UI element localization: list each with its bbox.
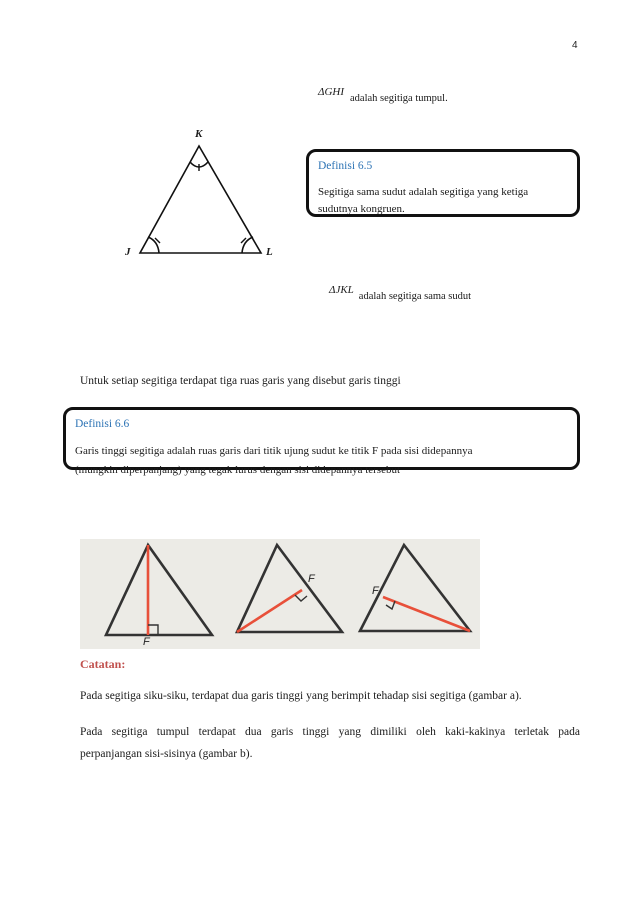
vertex-label-j: J [125,246,131,258]
jkl-symbol: ΔJKL [329,284,354,296]
ghi-symbol: ΔGHI [318,86,345,98]
notes-heading: Catatan: [80,657,126,671]
definition-6-6-box [63,407,580,476]
intro-text: Untuk setiap segitiga terdapat tiga ruas garis yang disebut garis tinggi [80,375,401,387]
definition-6-5-title: Definisi 6.5 [318,160,373,172]
vertex-label-l: L [266,246,273,258]
jkl-text: adalah segitiga sama sudut [358,291,472,302]
foot-label-c: F [372,585,379,597]
notes-paragraph-2-line-1: Pada segitiga tumpul terdapat dua garis tinggi yang dimiliki oleh kaki-kakinya terletak pada [80,726,580,738]
vertex-label-k: K [195,128,203,140]
notes-paragraph-1: Pada segitiga siku-siku, terdapat dua garis tinggi yang berimpit tehadap sisi segitiga (gambar a). [80,690,522,702]
notes-paragraph-2-line-2: perpanjangan sisi-sisinya (gambar b). [80,748,253,760]
definition-6-6-line1: Garis tinggi segitiga adalah ruas garis dari titik ujung sudut ke titik F pada sisi didepannya [75,445,473,457]
triangle-jkl [140,146,261,253]
page-number: 4 [572,40,578,51]
definition-6-6-line2: (mungkin diperpanjang) yang tegak lurus dengan sisi didepannya tersebut [75,464,401,476]
foot-label-a: F [143,636,150,648]
definition-6-6-title: Definisi 6.6 [75,418,130,430]
foot-label-b: F [308,573,315,585]
ghi-text: adalah segitiga tumpul. [350,93,448,104]
definition-6-5-box [306,149,580,217]
ghi-statement [318,82,448,104]
definition-6-5-text: Segitiga sama sudut adalah segitiga yang ketiga sudutnya kongruen. [318,186,529,215]
altitudes-figure [80,539,480,649]
jkl-statement [329,280,472,302]
